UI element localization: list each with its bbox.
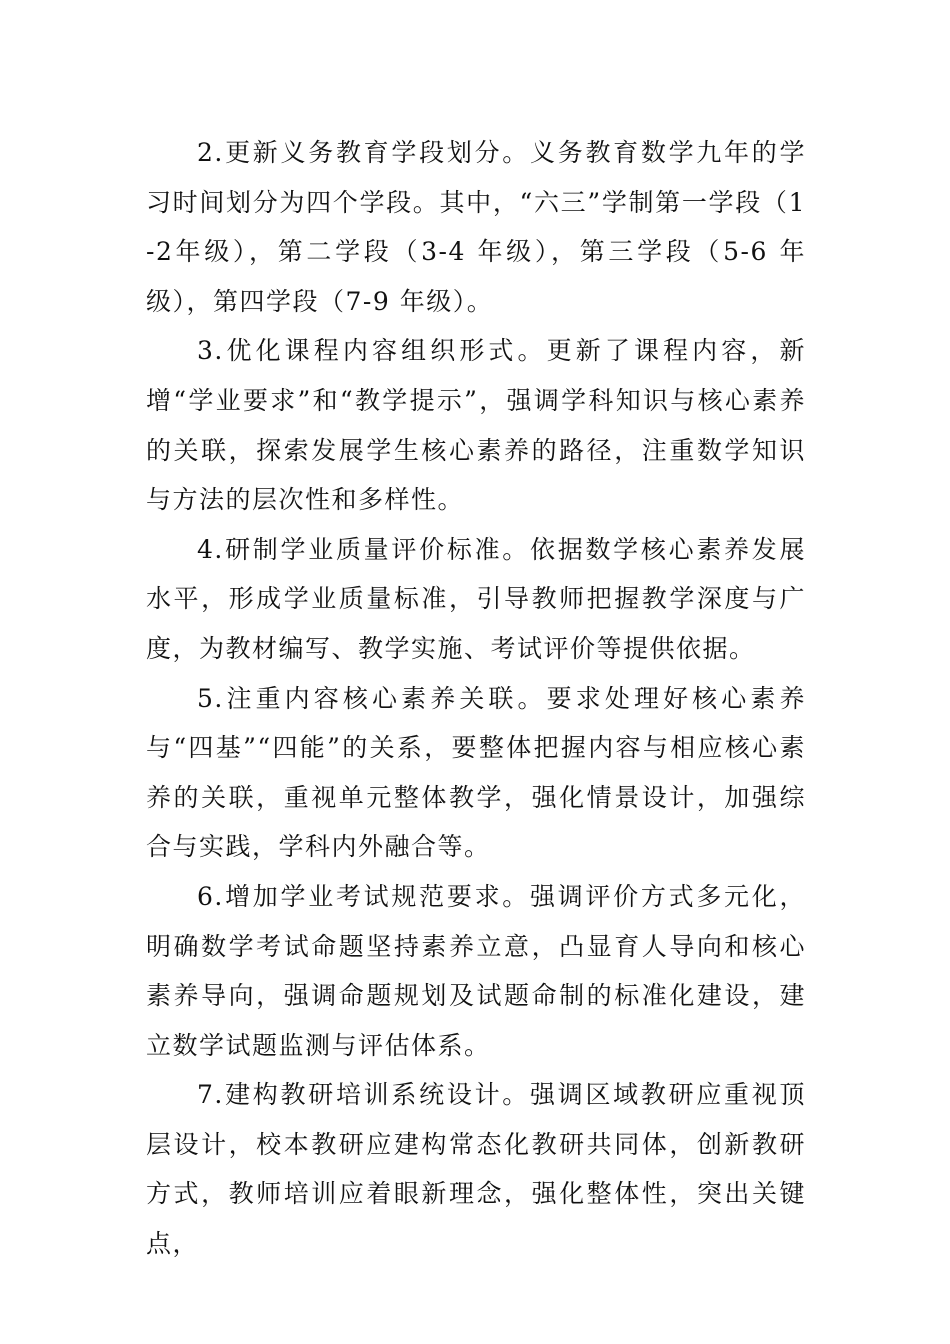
document-body [146, 128, 806, 1269]
paragraph-4-quality-standard: 4.研制学业质量评价标准。依据数学核心素养发展水平，形成学业质量标准，引导教师把握教学深度与广度，为教材编写、教学实施、考试评价等提供依据。 [146, 534, 806, 663]
paragraph-2-segment-division: 2.更新义务教育学段划分。义务教育数学九年的学习时间划分为四个学段。其中，“六三”学制第一学段（1-2年级），第二学段（3-4 年级），第三学段（5-6 年级），第四学段（7-9 年级）。 [146, 138, 806, 316]
paragraph-6-exam-requirements: 6.增加学业考试规范要求。强调评价方式多元化，明确数学考试命题坚持素养立意，凸显育人导向和核心素养导向，强调命题规划及试题命制的标准化建设，建立数学试题监测与评估体系。 [146, 881, 806, 1060]
paragraph-3-course-content: 3.优化课程内容组织形式。更新了课程内容，新增“学业要求”和“教学提示”，强调学科知识与核心素养的关联，探索发展学生核心素养的路径，注重数学知识与方法的层次性和多样性。 [146, 336, 806, 515]
paragraph-5-core-literacy: 5.注重内容核心素养关联。要求处理好核心素养与“四基”“四能”的关系，要整体把握内容与相应核心素养的关联，重视单元整体教学，强化情景设计，加强综合与实践，学科内外融合等。 [146, 683, 806, 862]
paragraph-7-teacher-training: 7.建构教研培训系统设计。强调区域教研应重视顶层设计，校本教研应建构常态化教研共同体，创新教研方式，教师培训应着眼新理念，强化整体性，突出关键点， [146, 1080, 806, 1259]
